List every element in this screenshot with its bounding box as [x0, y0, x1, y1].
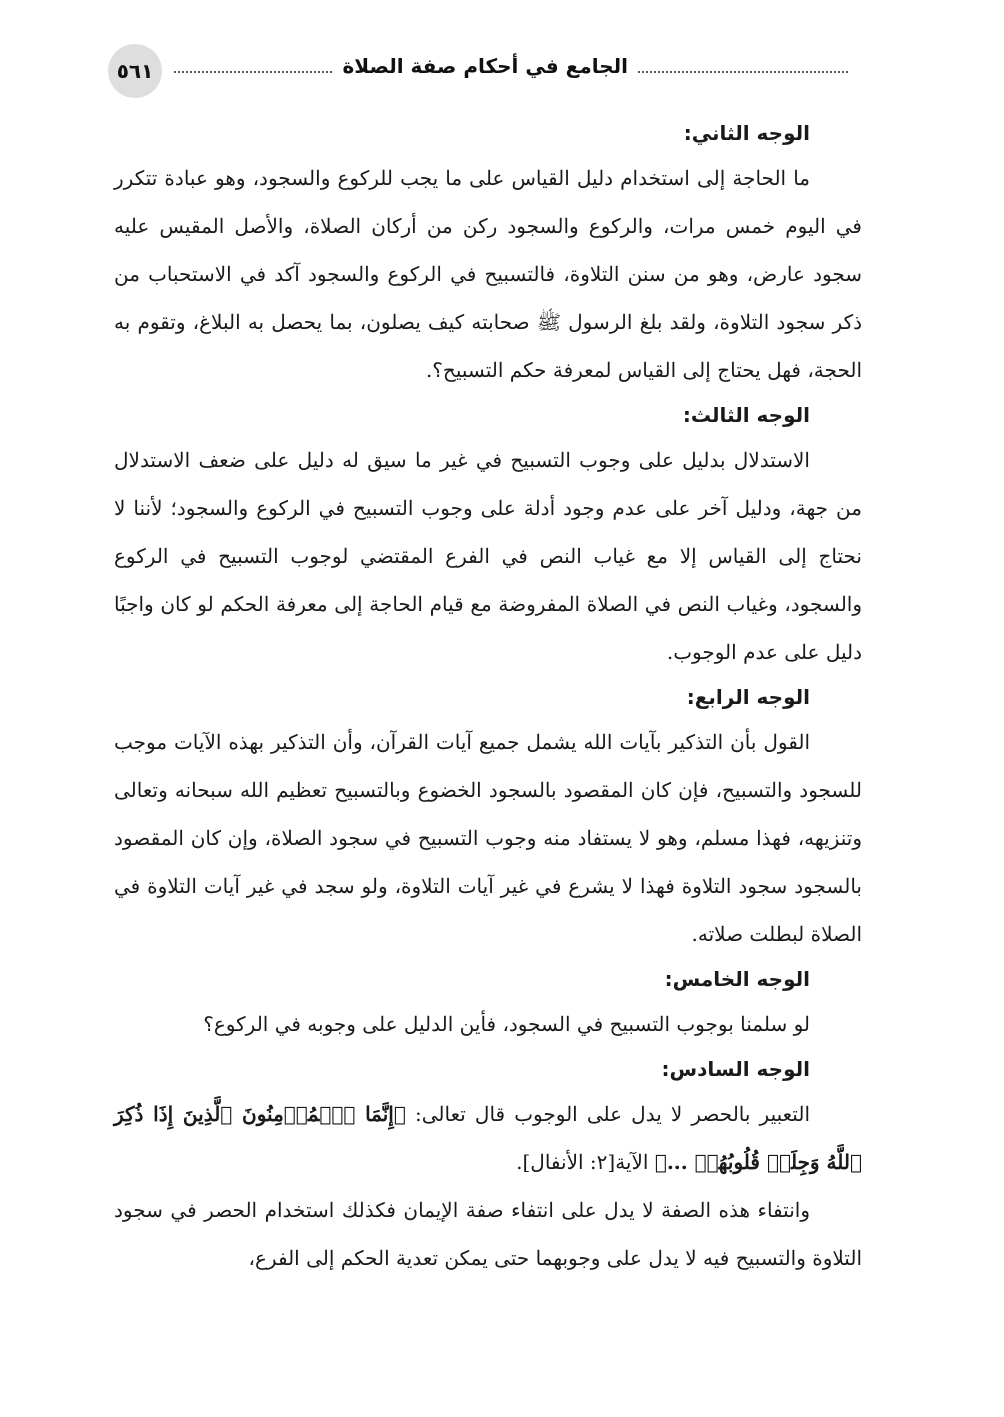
section-heading-4: الوجه الرابع: [686, 685, 810, 709]
paragraph-7: وانتفاء هذه الصفة لا يدل على انتفاء صفة الإيمان فكذلك استخدام الحصر في سجود التلاوة والتسبيح فيه لا يدل على وجوبهما حتى يمكن تعدية الحكم إلى الفرع، [114, 1198, 862, 1270]
section-heading-5: الوجه الخامس: [664, 967, 810, 991]
page-body [114, 112, 862, 1282]
page-number: ٥٦١ [108, 44, 162, 98]
running-header [108, 44, 848, 100]
section-heading-6: الوجه السادس: [661, 1057, 810, 1081]
quran-verse: ﴿إِنَّمَا ٱلۡمُؤۡمِنُونَ ٱلَّذِينَ إِذَا ذُكِرَ ٱللَّهُ وَجِلَتۡ قُلُوبُهُمۡ ...﴾ [114, 1102, 862, 1174]
verse-reference: الآية[٢: الأنفال]. [516, 1150, 655, 1174]
paragraph-6 [114, 1090, 862, 1186]
section-heading-2: الوجه الثاني: [683, 121, 810, 145]
book-title: الجامع في أحكام صفة الصلاة [333, 54, 639, 78]
section-heading-3: الوجه الثالث: [682, 403, 810, 427]
paragraph-3: الاستدلال بدليل على وجوب التسبيح في غير ما سيق له دليل على ضعف الاستدلال من جهة، ودليل آخر على عدم وجود أدلة على وجوب التسبيح في الركوع والسجود؛ لأننا لا نحتاج إلى القياس إلا مع غياب النص في الفرع المقتضي لوجوب التسبيح في الركوع والسجود، وغياب النص في الصلاة المفروضة مع قيام الحاجة إلى معرفة الحكم لو كان واجبًا دليل على عدم الوجوب. [114, 448, 863, 664]
paragraph-5: لو سلمنا بوجوب التسبيح في السجود، فأين الدليل على وجوبه في الركوع؟ [203, 1012, 810, 1036]
paragraph-2: ما الحاجة إلى استخدام دليل القياس على ما يجب للركوع والسجود، وهو عبادة تتكرر في اليوم خمس مرات، والركوع والسجود ركن من أركان الصلاة، والأصل المقيس عليه سجود عارض، وهو من سنن التلاوة، فالتسبيح في الركوع والسجود آكد في الاستحباب من ذكر سجود التلاوة، ولقد بلغ الرسول ﷺ صحابته كيف يصلون، بما يحصل به البلاغ، وتقوم به الحجة، فهل يحتاج إلى القياس لمعرفة حكم التسبيح؟. [114, 166, 862, 382]
paragraph-6-intro: التعبير بالحصر لا يدل على الوجوب قال تعالى: [405, 1102, 810, 1126]
paragraph-4: القول بأن التذكير بآيات الله يشمل جميع آيات القرآن، وأن التذكير بهذه الآيات موجب للسجود والتسبيح، فإن كان المقصود بالسجود الخضوع وبالتسبيح تعظيم الله سبحانه وتعالى وتنزيهه، فهذا مسلم، وهو لا يستفاد منه وجوب التسبيح في سجود الصلاة، وإن كان المقصود بالسجود سجود التلاوة فهذا لا يشرع في غير آيات التلاوة، ولو سجد في غير آيات التلاوة في الصلاة لبطلت صلاته. [114, 730, 862, 946]
